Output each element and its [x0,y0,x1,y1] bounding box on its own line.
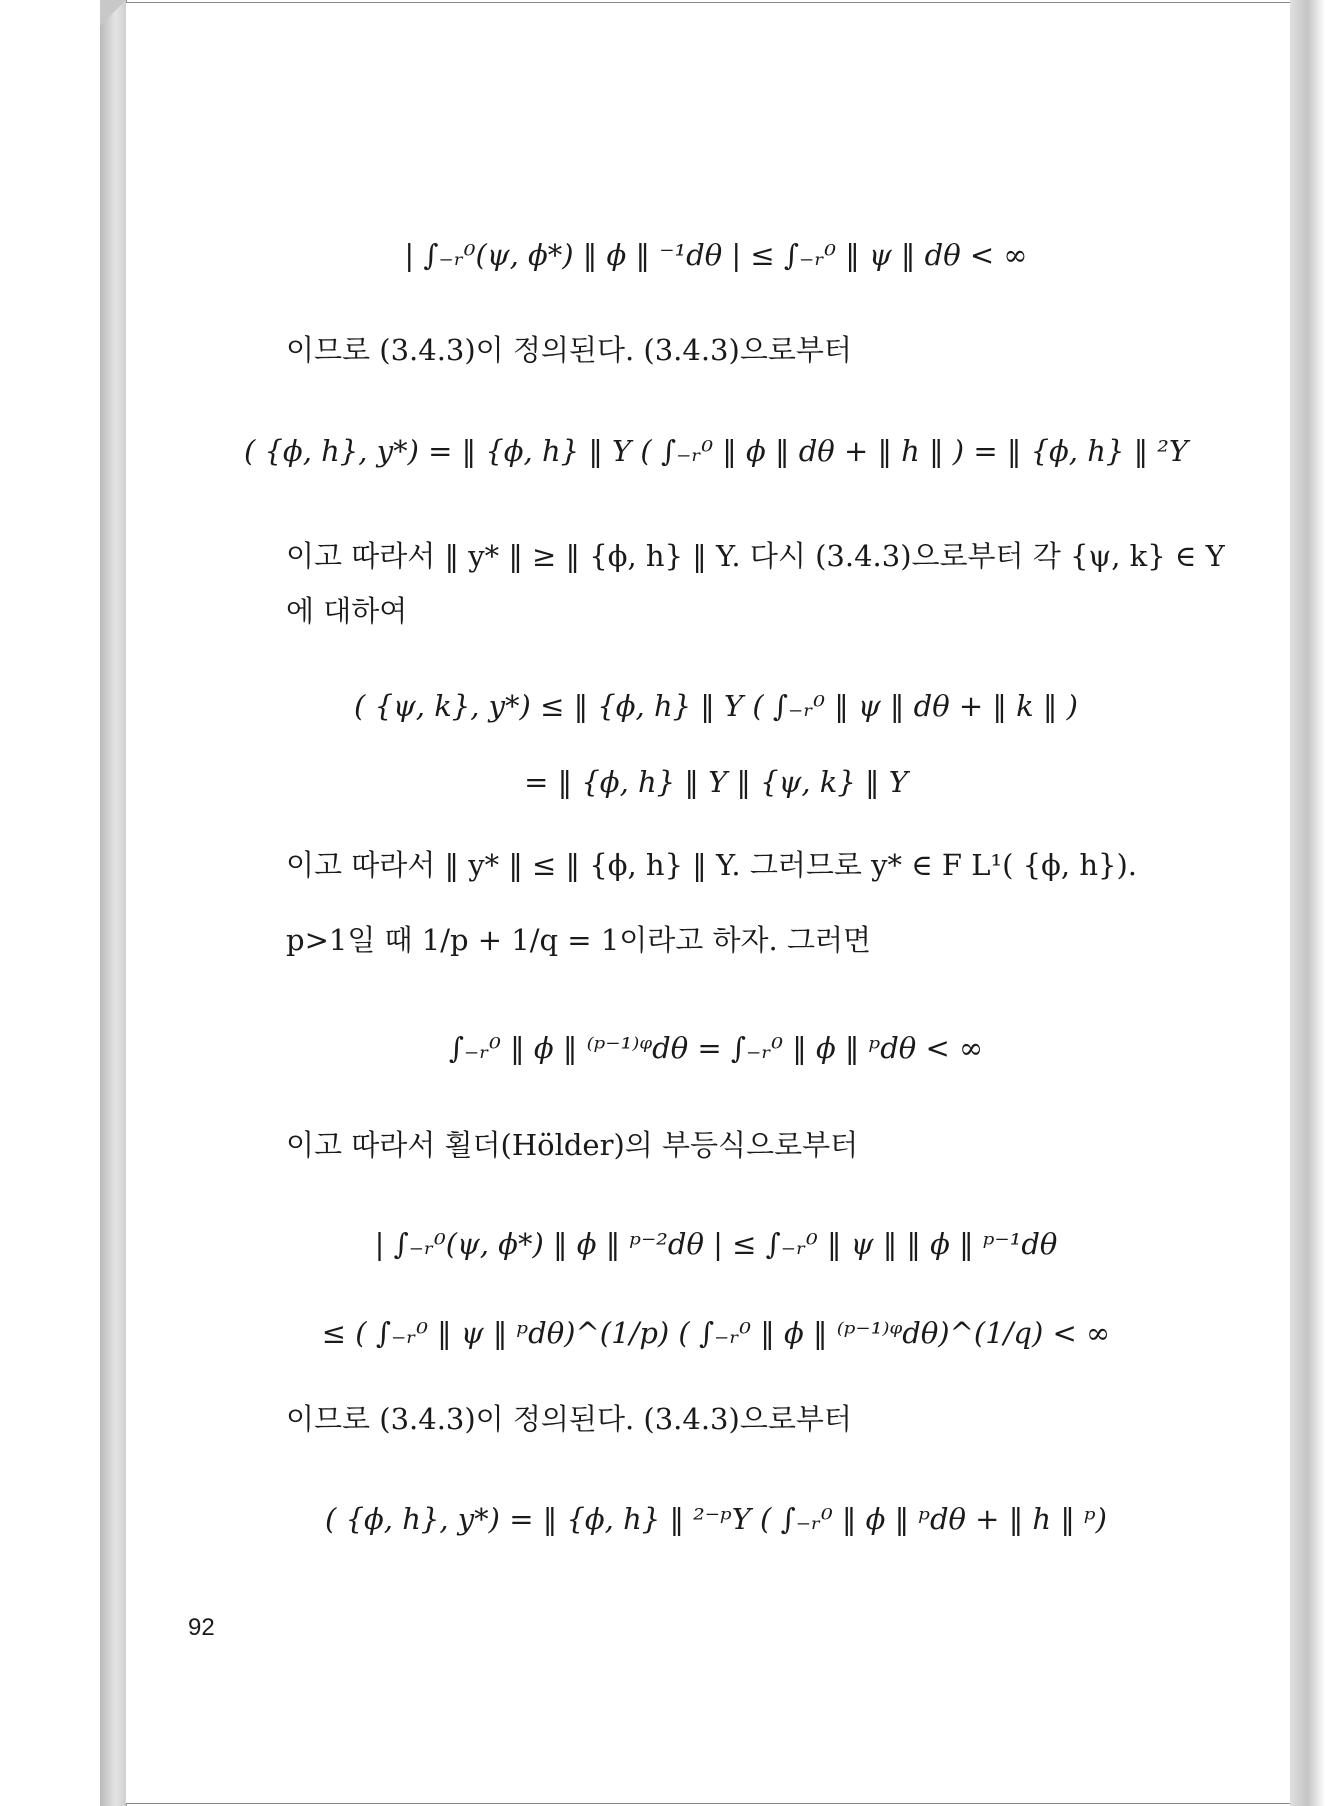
text-line-14: 이므로 (3.4.3)이 정의된다. (3.4.3)으로부터 [286,1402,852,1436]
formula-line-10: ∫₋ᵣ⁰ ‖ ϕ ‖ ⁽ᵖ⁻¹⁾ᵠdθ = ∫₋ᵣ⁰ ‖ ϕ ‖ ᵖdθ < ∞ [448,1031,984,1065]
formula-line-15: ( {ϕ, h}, y*) = ‖ {ϕ, h} ‖ ²⁻ᵖY ( ∫₋ᵣ⁰ ‖ ϕ ‖ ᵖdθ + ‖ h ‖ ᵖ) [325,1502,1107,1536]
formula-line-3: ( {ϕ, h}, y*) = ‖ {ϕ, h} ‖ Y ( ∫₋ᵣ⁰ ‖ ϕ ‖ dθ + ‖ h ‖ ) = ‖ {ϕ, h} ‖ ²Y [243,434,1189,468]
book-spine [100,0,127,1806]
formula-line-6: ( {ψ, k}, y*) ≤ ‖ {ϕ, h} ‖ Y ( ∫₋ᵣ⁰ ‖ ψ ‖ dθ + ‖ k ‖ ) [354,689,1078,723]
text-line-11: 이고 따라서 횔더(Hölder)의 부등식으로부터 [286,1128,859,1162]
formula-line-12: | ∫₋ᵣ⁰(ψ, ϕ*) ‖ ϕ ‖ ᵖ⁻²dθ | ≤ ∫₋ᵣ⁰ ‖ ψ ‖ ‖ ϕ ‖ ᵖ⁻¹dθ [374,1227,1058,1261]
formula-line-1: | ∫₋ᵣ⁰(ψ, ϕ*) ‖ ϕ ‖ ⁻¹dθ | ≤ ∫₋ᵣ⁰ ‖ ψ ‖ dθ < ∞ [404,238,1028,272]
text-line-4: 이고 따라서 ‖ y* ‖ ≥ ‖ {ϕ, h} ‖ Y. 다시 (3.4.3)으로부터 각 {ψ, k} ∈ Y [286,539,1225,573]
formula-line-13: ≤ ( ∫₋ᵣ⁰ ‖ ψ ‖ ᵖdθ)^(1/p) ( ∫₋ᵣ⁰ ‖ ϕ ‖ ⁽ᵖ⁻¹⁾ᵠdθ)^(1/q) < ∞ [321,1316,1111,1350]
book-page [126,2,1306,1804]
page-edge-shadow [1290,0,1325,1806]
text-line-5: 에 대하여 [286,594,408,628]
book-spine-tip [100,0,126,26]
text-line-2: 이므로 (3.4.3)이 정의된다. (3.4.3)으로부터 [286,333,852,367]
text-line-9: p>1일 때 1/p + 1/q = 1이라고 하자. 그러면 [286,923,872,957]
formula-line-7: = ‖ {ϕ, h} ‖ Y ‖ {ψ, k} ‖ Y [524,765,908,799]
text-line-8: 이고 따라서 ‖ y* ‖ ≤ ‖ {ϕ, h} ‖ Y. 그러므로 y* ∈ F L¹( {ϕ, h}). [286,848,1137,882]
page-number: 92 [188,1614,215,1641]
